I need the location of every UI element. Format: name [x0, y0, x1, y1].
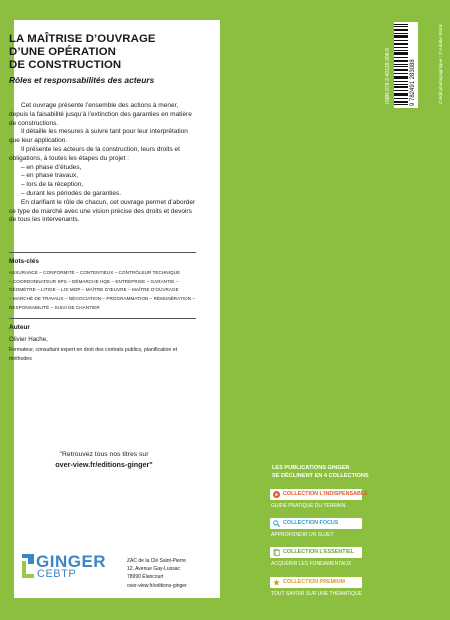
description-paragraph: Il détaille les mesures à suivre tant pour leur interprétation que leur application.	[9, 128, 188, 145]
address-line: 78990 Élancourt	[127, 574, 164, 581]
keywords-line: – COORDONNATEUR SPS – DÉMARCHE HQE – ENTREPRISE – GARANTIE –	[9, 278, 179, 284]
address-line: 12, Avenue Gay-Lussac	[127, 566, 180, 573]
promo-text: "Retrouvez tous nos titres sur	[59, 451, 149, 458]
collections-heading	[272, 465, 432, 480]
collection-label: COLLECTION L’ESSENTIEL	[283, 549, 354, 555]
section-divider	[9, 252, 196, 253]
collection-tagline: APPROFONDIR UN SUJET	[271, 532, 334, 538]
description-paragraph: En clarifiant le rôle de chacun, cet ouvrage permet d’aborder ce type de marché avec une vision précise des droits et devoirs de tous les intervenants.	[9, 198, 196, 224]
publisher-address	[127, 557, 217, 590]
collection-badge	[270, 577, 362, 588]
wrench-icon	[273, 491, 280, 498]
barcode-bars	[394, 22, 408, 108]
section-divider	[9, 318, 196, 319]
book-description	[9, 102, 198, 225]
collection-item	[270, 489, 440, 519]
keywords-line: GÉOMÈTRE – LITIGE – LOI MOP – MAÎTRE D’ŒUVRE – MAÎTRE D’OUVRAGE	[9, 287, 179, 293]
collection-tagline: TOUT SAVOIR SUR UNE THÉMATIQUE	[271, 591, 362, 597]
address-url[interactable]: over-view.fr/editions-ginger	[127, 582, 187, 589]
barcode-digits: 9 782491 283088	[410, 59, 416, 106]
barcode-digits-strip	[408, 22, 418, 108]
logo-word: GINGER	[36, 552, 107, 571]
description-list-item: – lors de la réception,	[21, 181, 84, 189]
collection-label: COLLECTION L’INDISPENSABLE	[283, 491, 368, 497]
isbn-text: ISBN 978-2-49128-308-8	[385, 48, 391, 104]
promo-url[interactable]: over-view.fr/editions-ginger"	[55, 460, 153, 469]
description-list-item: – durant les périodes de garanties.	[21, 189, 122, 197]
book-title	[9, 33, 209, 72]
collection-label: COLLECTION PREMIUM	[283, 579, 345, 585]
description-paragraph: Cet ouvrage présente l’ensemble des actions à mener, depuis la faisabilité jusqu’à l’extinction des garanties en matière de constructions.	[9, 102, 192, 127]
keywords-line: RESPONSABILITÉ – SUIVI DE CHANTIER	[9, 304, 100, 310]
website-promo	[9, 450, 199, 470]
author-name: Olivier Hache,	[9, 336, 48, 343]
magnifier-icon	[273, 520, 280, 527]
collection-item	[270, 518, 440, 548]
ginger-cebtp-logo	[22, 553, 122, 583]
description-list-item: – en phase travaux,	[21, 172, 79, 180]
collection-badge	[270, 518, 362, 529]
logo-sub: CEBTP	[37, 568, 77, 580]
title-line: D’UNE OPÉRATION	[9, 46, 116, 58]
description-paragraph: Il présente les acteurs de la construction, leurs droits et obligations, à toutes les étapes du projet :	[9, 145, 180, 162]
keywords-line: – MARCHÉ DE TRAVAUX – NÉGOCIATION – PROGRAMMATION – RÉMUNÉRATION –	[9, 296, 196, 302]
barcode-icon	[394, 22, 408, 108]
keywords-line: ASSURANCE – CONFORMITÉ – CONTENTIEUX – CONTRÔLEUR TECHNIQUE	[9, 270, 181, 275]
author-description: Formateur, consultant expert en droit des contrats publics, planification et méthodes	[9, 347, 178, 362]
ginger-logo-mark-icon	[22, 554, 34, 578]
collections-heading-line: SE DÉCLINENT EN 4 COLLECTIONS	[272, 472, 369, 479]
photo-credit: Crédit photographique : © Adobe Stock	[438, 24, 443, 104]
document-icon	[273, 549, 280, 556]
collection-tagline: ACQUÉRIR LES FONDAMENTAUX	[271, 561, 352, 567]
barcode-block	[383, 22, 437, 110]
collection-label: COLLECTION FOCUS	[283, 520, 339, 526]
book-subtitle: Rôles et responsabilités des acteurs	[9, 75, 155, 85]
author-heading: Auteur	[9, 324, 30, 331]
collection-badge	[270, 489, 368, 500]
keywords-heading: Mots-clés	[9, 258, 39, 265]
title-line: LA MAÎTRISE D’OUVRAGE	[9, 33, 156, 45]
description-list-item: – en phase d’études,	[21, 163, 82, 171]
collection-item	[270, 577, 440, 607]
collections-heading-line: LES PUBLICATIONS GINGER	[272, 465, 350, 471]
address-line: ZAC de la Clé Saint-Pierre	[127, 558, 186, 564]
collection-badge	[270, 547, 362, 558]
collection-item	[270, 547, 440, 577]
collection-tagline: GUIDE PRATIQUE DU TERRAIN	[271, 503, 346, 509]
keywords-list	[9, 269, 199, 313]
title-line: DE CONSTRUCTION	[9, 59, 122, 71]
star-icon	[273, 579, 280, 586]
